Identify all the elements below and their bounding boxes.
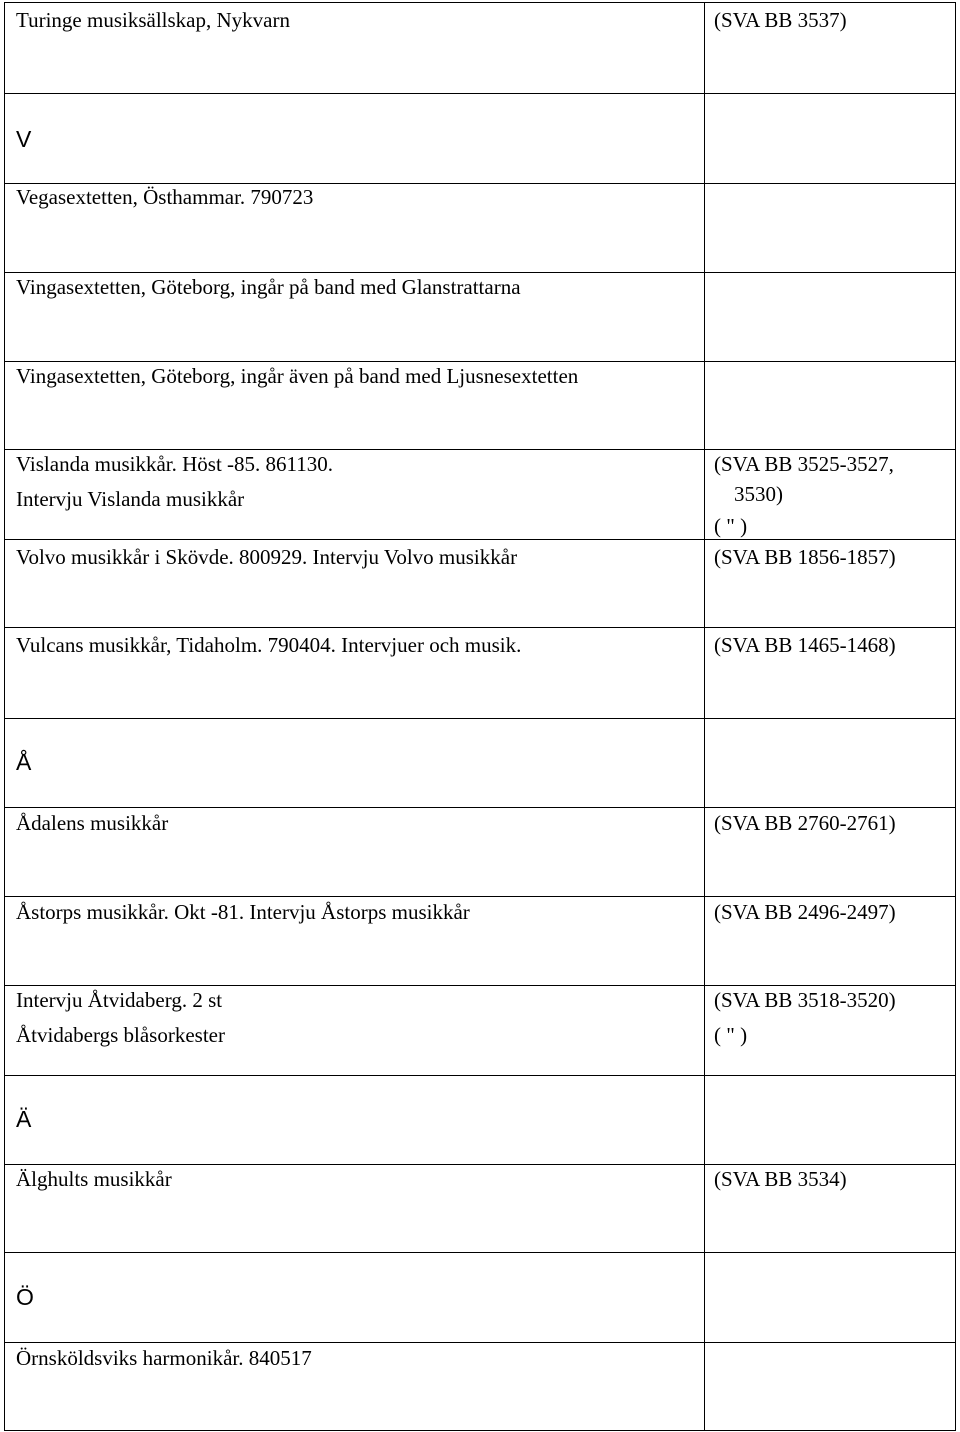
table-border-top (4, 2, 956, 3)
entry-subtitle: Åtvidabergs blåsorkester (16, 1023, 225, 1047)
row-divider (4, 718, 956, 719)
entry-title: Volvo musikkår i Skövde. 800929. Intervju Volvo musikkår (16, 545, 518, 569)
entry-title: Åstorps musikkår. Okt -81. Intervju Åstorps musikkår (16, 900, 470, 924)
archive-reference-continued: 3530) (734, 482, 783, 506)
row-divider (4, 539, 956, 540)
archive-reference: (SVA BB 3525-3527, (714, 452, 894, 476)
entry-title: Vingasextetten, Göteborg, ingår på band med Glanstrattarna (16, 275, 521, 299)
section-heading: V (16, 126, 32, 152)
ditto-reference: ( " ) (714, 514, 748, 538)
row-divider (4, 807, 956, 808)
entry-title: Vegasextetten, Östhammar. 790723 (16, 185, 314, 209)
archive-reference: (SVA BB 1465-1468) (714, 633, 896, 657)
archive-reference: (SVA BB 1856-1857) (714, 545, 896, 569)
entry-title: Intervju Åtvidaberg. 2 st (16, 988, 223, 1012)
table-border-bottom (4, 1430, 956, 1431)
ditto-reference: ( " ) (714, 1023, 748, 1047)
row-divider (4, 985, 956, 986)
row-divider (4, 361, 956, 362)
row-divider (4, 272, 956, 273)
entry-title: Ådalens musikkår (16, 811, 169, 835)
entry-title: Vingasextetten, Göteborg, ingår även på band med Ljusnesextetten (16, 364, 579, 388)
archive-reference: (SVA BB 2496-2497) (714, 900, 896, 924)
row-divider (4, 1342, 956, 1343)
entry-title: Vulcans musikkår, Tidaholm. 790404. Intervjuer och musik. (16, 633, 522, 657)
row-divider (4, 449, 956, 450)
archive-reference: (SVA BB 3534) (714, 1167, 847, 1191)
archive-reference: (SVA BB 2760-2761) (714, 811, 896, 835)
row-divider (4, 896, 956, 897)
section-heading: Ä (16, 1106, 32, 1132)
archive-reference: (SVA BB 3518-3520) (714, 988, 896, 1012)
archive-reference: (SVA BB 3537) (714, 8, 847, 32)
entry-title: Turinge musiksällskap, Nykvarn (16, 8, 290, 32)
table-border-left (4, 2, 5, 1430)
column-divider (704, 2, 705, 1430)
table-border-right (955, 2, 956, 1430)
section-heading: Å (16, 749, 32, 775)
entry-subtitle: Intervju Vislanda musikkår (16, 487, 245, 511)
section-heading: Ö (16, 1284, 34, 1310)
row-divider (4, 93, 956, 94)
entry-title: Vislanda musikkår. Höst -85. 861130. (16, 452, 334, 476)
entry-title: Örnsköldsviks harmonikår. 840517 (16, 1346, 312, 1370)
row-divider (4, 1075, 956, 1076)
row-divider (4, 627, 956, 628)
row-divider (4, 1164, 956, 1165)
row-divider (4, 183, 956, 184)
row-divider (4, 1252, 956, 1253)
entry-title: Älghults musikkår (16, 1167, 172, 1191)
